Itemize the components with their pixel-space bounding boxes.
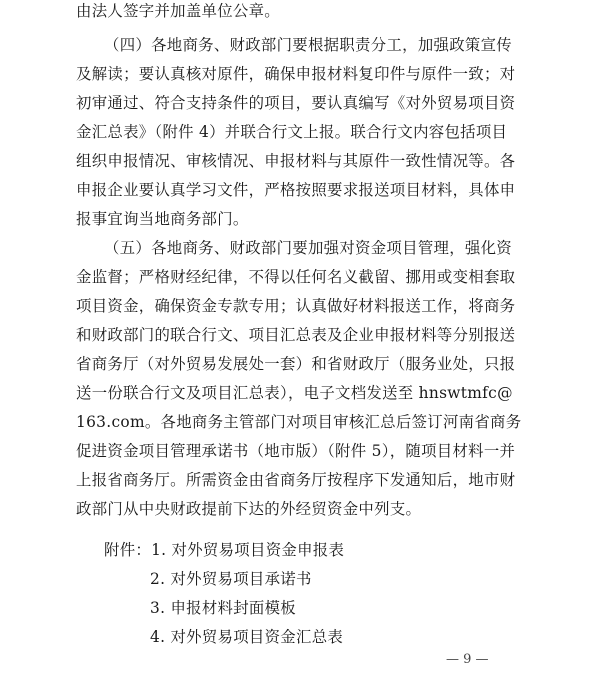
paragraph-5-line: 省商务厅（对外贸易发展处一套）和省财政厅（服务业处，只报 xyxy=(76,355,516,373)
paragraph-5-line: 送一份联合行文及项目汇总表），电子文档发送至 hnswtmfc@ xyxy=(76,384,513,402)
paragraph-4-line: 组织申报情况、审核情况、申报材料与其原件一致性情况等。各 xyxy=(76,152,516,170)
attachment-item: 3. 申报材料封面模板 xyxy=(150,599,297,617)
paragraph-5-line: 政部门从中央财政提前下达的外经贸资金中列支。 xyxy=(76,500,422,518)
paragraph-5-line: 和财政部门的联合行文、项目汇总表及企业申报材料等分别报送 xyxy=(76,326,516,344)
paragraph-5-line: 上报省商务厅。所需资金由省商务厅按程序下发通知后，地市财 xyxy=(76,471,516,489)
attachments-heading: 附件：1. 对外贸易项目资金申报表 xyxy=(104,541,345,559)
paragraph-line: 由法人签字并加盖单位公章。 xyxy=(76,2,280,20)
paragraph-4-line: 金汇总表》（附件 4）并联合行文上报。联合行文内容包括项目 xyxy=(76,123,508,141)
paragraph-5-line: 促进资金项目管理承诺书（地市版）（附件 5），随项目材料一并 xyxy=(76,442,516,460)
attachment-item: 4. 对外贸易项目资金汇总表 xyxy=(150,628,344,646)
paragraph-5-line: 项目资金，确保资金专款专用；认真做好材料报送工作，将商务 xyxy=(76,297,516,315)
paragraph-5-line: 163.com。各地商务主管部门对项目审核汇总后签订河南省商务 xyxy=(76,413,522,431)
paragraph-5-line: （五）各地商务、财政部门要加强对资金项目管理，强化资 xyxy=(104,239,512,257)
page-number: — 9 — xyxy=(446,652,489,667)
paragraph-5-line: 金监督；严格财经纪律，不得以任何名义截留、挪用或变相套取 xyxy=(76,268,516,286)
paragraph-4-line: 报事宜询当地商务部门。 xyxy=(76,210,249,228)
paragraph-4-line: 及解读；要认真核对原件，确保申报材料复印件与原件一致；对 xyxy=(76,65,516,83)
attachment-item: 2. 对外贸易项目承诺书 xyxy=(150,570,312,588)
paragraph-4-line: 初审通过、符合支持条件的项目，要认真编写《对外贸易项目资 xyxy=(76,94,516,112)
paragraph-4-line: （四）各地商务、财政部门要根据职责分工，加强政策宣传 xyxy=(104,36,512,54)
paragraph-4-line: 申报企业要认真学习文件，严格按照要求报送项目材料，具体申 xyxy=(76,181,516,199)
